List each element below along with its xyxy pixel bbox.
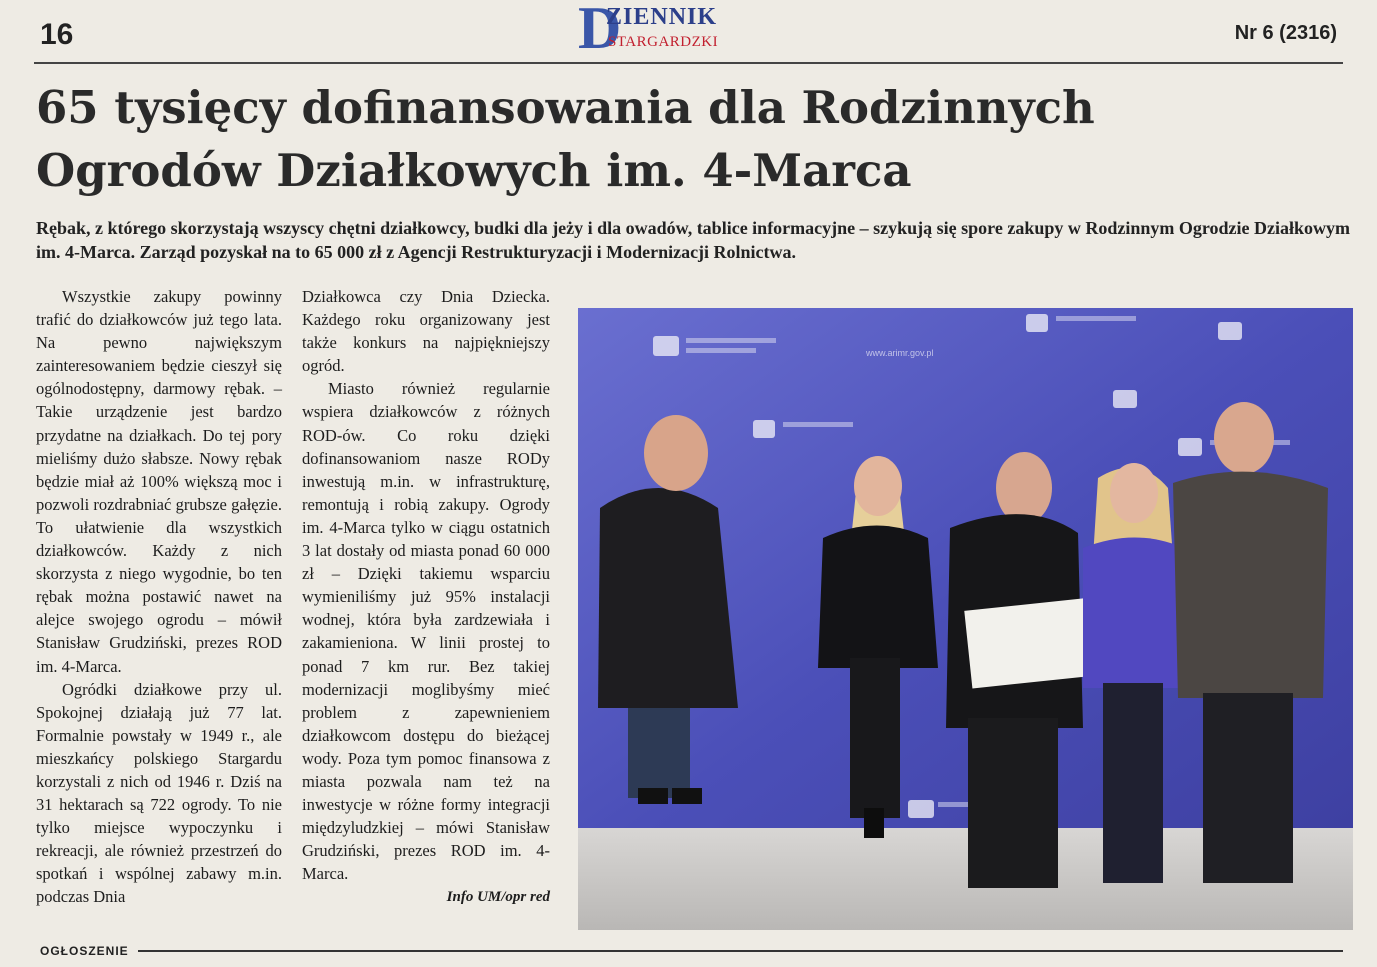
page-number: 16 (40, 18, 74, 51)
paragraph: Miasto również regularnie wspiera działkowców z różnych ROD-ów. Co roku dzięki dofinansowaniom nasze RODy inwestują m.in. w infrastrukturę, remontują i robią zakupy. Ogrody im. 4-Marca tylko w ciągu ostatnich 3 lat dostały od miasta ponad 60 000 zł – Dzięki takiemu wsparciu wymieniliśmy już 95% instalacji wodnej, która była zardzewiała i zakamieniona. W linii prostej to ponad 7 km rur. Bez takiej modernizacji moglibyśmy mieć problem z zapewnieniem działkowcom dostępu do bieżącej wody. Poza tym pomoc finansowa z miasta pozwala nam też na inwestycje w różne formy integracji międzyludzkiej – mówi Stanisław Grudziński, prezes ROD im. 4-Marca. (302, 379, 550, 884)
paragraph: Działkowca czy Dnia Dziecka. Każdego roku organizowany jest także konkurs na najpiękniejszy ogród. (302, 287, 550, 376)
paragraph: Ogródki działkowe przy ul. Spokojnej działają już 77 lat. Formalnie powstały w 1949 r., ale mieszkańcy polskiego Stargardu korzystali z nich od 1946 r. Dziś na 31 hektarach są 722 ogrody. To nie tylko miejsce wypoczynku i rekreacji, ale również przestrzeń do spotkań i wspólnej zabawy m.in. podczas Dnia (36, 679, 282, 907)
page-header (0, 0, 1377, 70)
text-column-2 (302, 285, 550, 910)
text-column-1 (36, 285, 282, 909)
header-rule (34, 62, 1343, 64)
article-headline (36, 76, 1236, 202)
logo-letter: D (578, 0, 622, 61)
backdrop-url: www.arimr.gov.pl (866, 348, 934, 358)
newspaper-logo (578, 2, 758, 62)
logo-line2: STARGARDZKI (608, 34, 719, 50)
headline-line1: 65 tysięcy dofinansowania dla Rodzinnych (36, 81, 1095, 134)
footer-rule (138, 950, 1343, 952)
photo-illustration (578, 308, 1353, 930)
byline: Info UM/opr red (446, 889, 550, 906)
logo-line1: ZIENNIK (606, 4, 718, 30)
issue-number: Nr 6 (2316) (1234, 22, 1337, 44)
headline-line2: Ogrodów Działkowych im. 4-Marca (36, 144, 912, 197)
ad-section-label: OGŁOSZENIE (40, 944, 129, 958)
article-photo (578, 308, 1353, 930)
paragraph: Wszystkie zakupy powinny trafić do działkowców już tego lata. Na pewno największym zainteresowaniem będzie cieszył się ogólnodostępny, darmowy rębak. – Takie urządzenie jest bardzo przydatne na działkach. Do tej pory mieliśmy dużo słabsze. Nowy rębak będzie miał aż 100% większą moc i pozwoli rozdrabniać grubsze gałęzie. To ułatwienie dla wszystkich działkowców. Każdy z nich skorzysta z niego wygodnie, bo ten rębak można postawić nawet na alejce swojego ogrodu – mówił Stanisław Grudziński, prezes ROD im. 4-Marca. (36, 287, 282, 676)
article-lead: Rębak, z którego skorzystają wszyscy chętni działkowcy, budki dla jeży i dla owadów, tablice informacyjne – szykują się spore zakupy w Rodzinnym Ogrodzie Działkowym im. 4-Marca. Zarząd pozyskał na to 65 000 zł z Agencji Restrukturyzacji i Modernizacji Rolnictwa. (36, 218, 1351, 262)
